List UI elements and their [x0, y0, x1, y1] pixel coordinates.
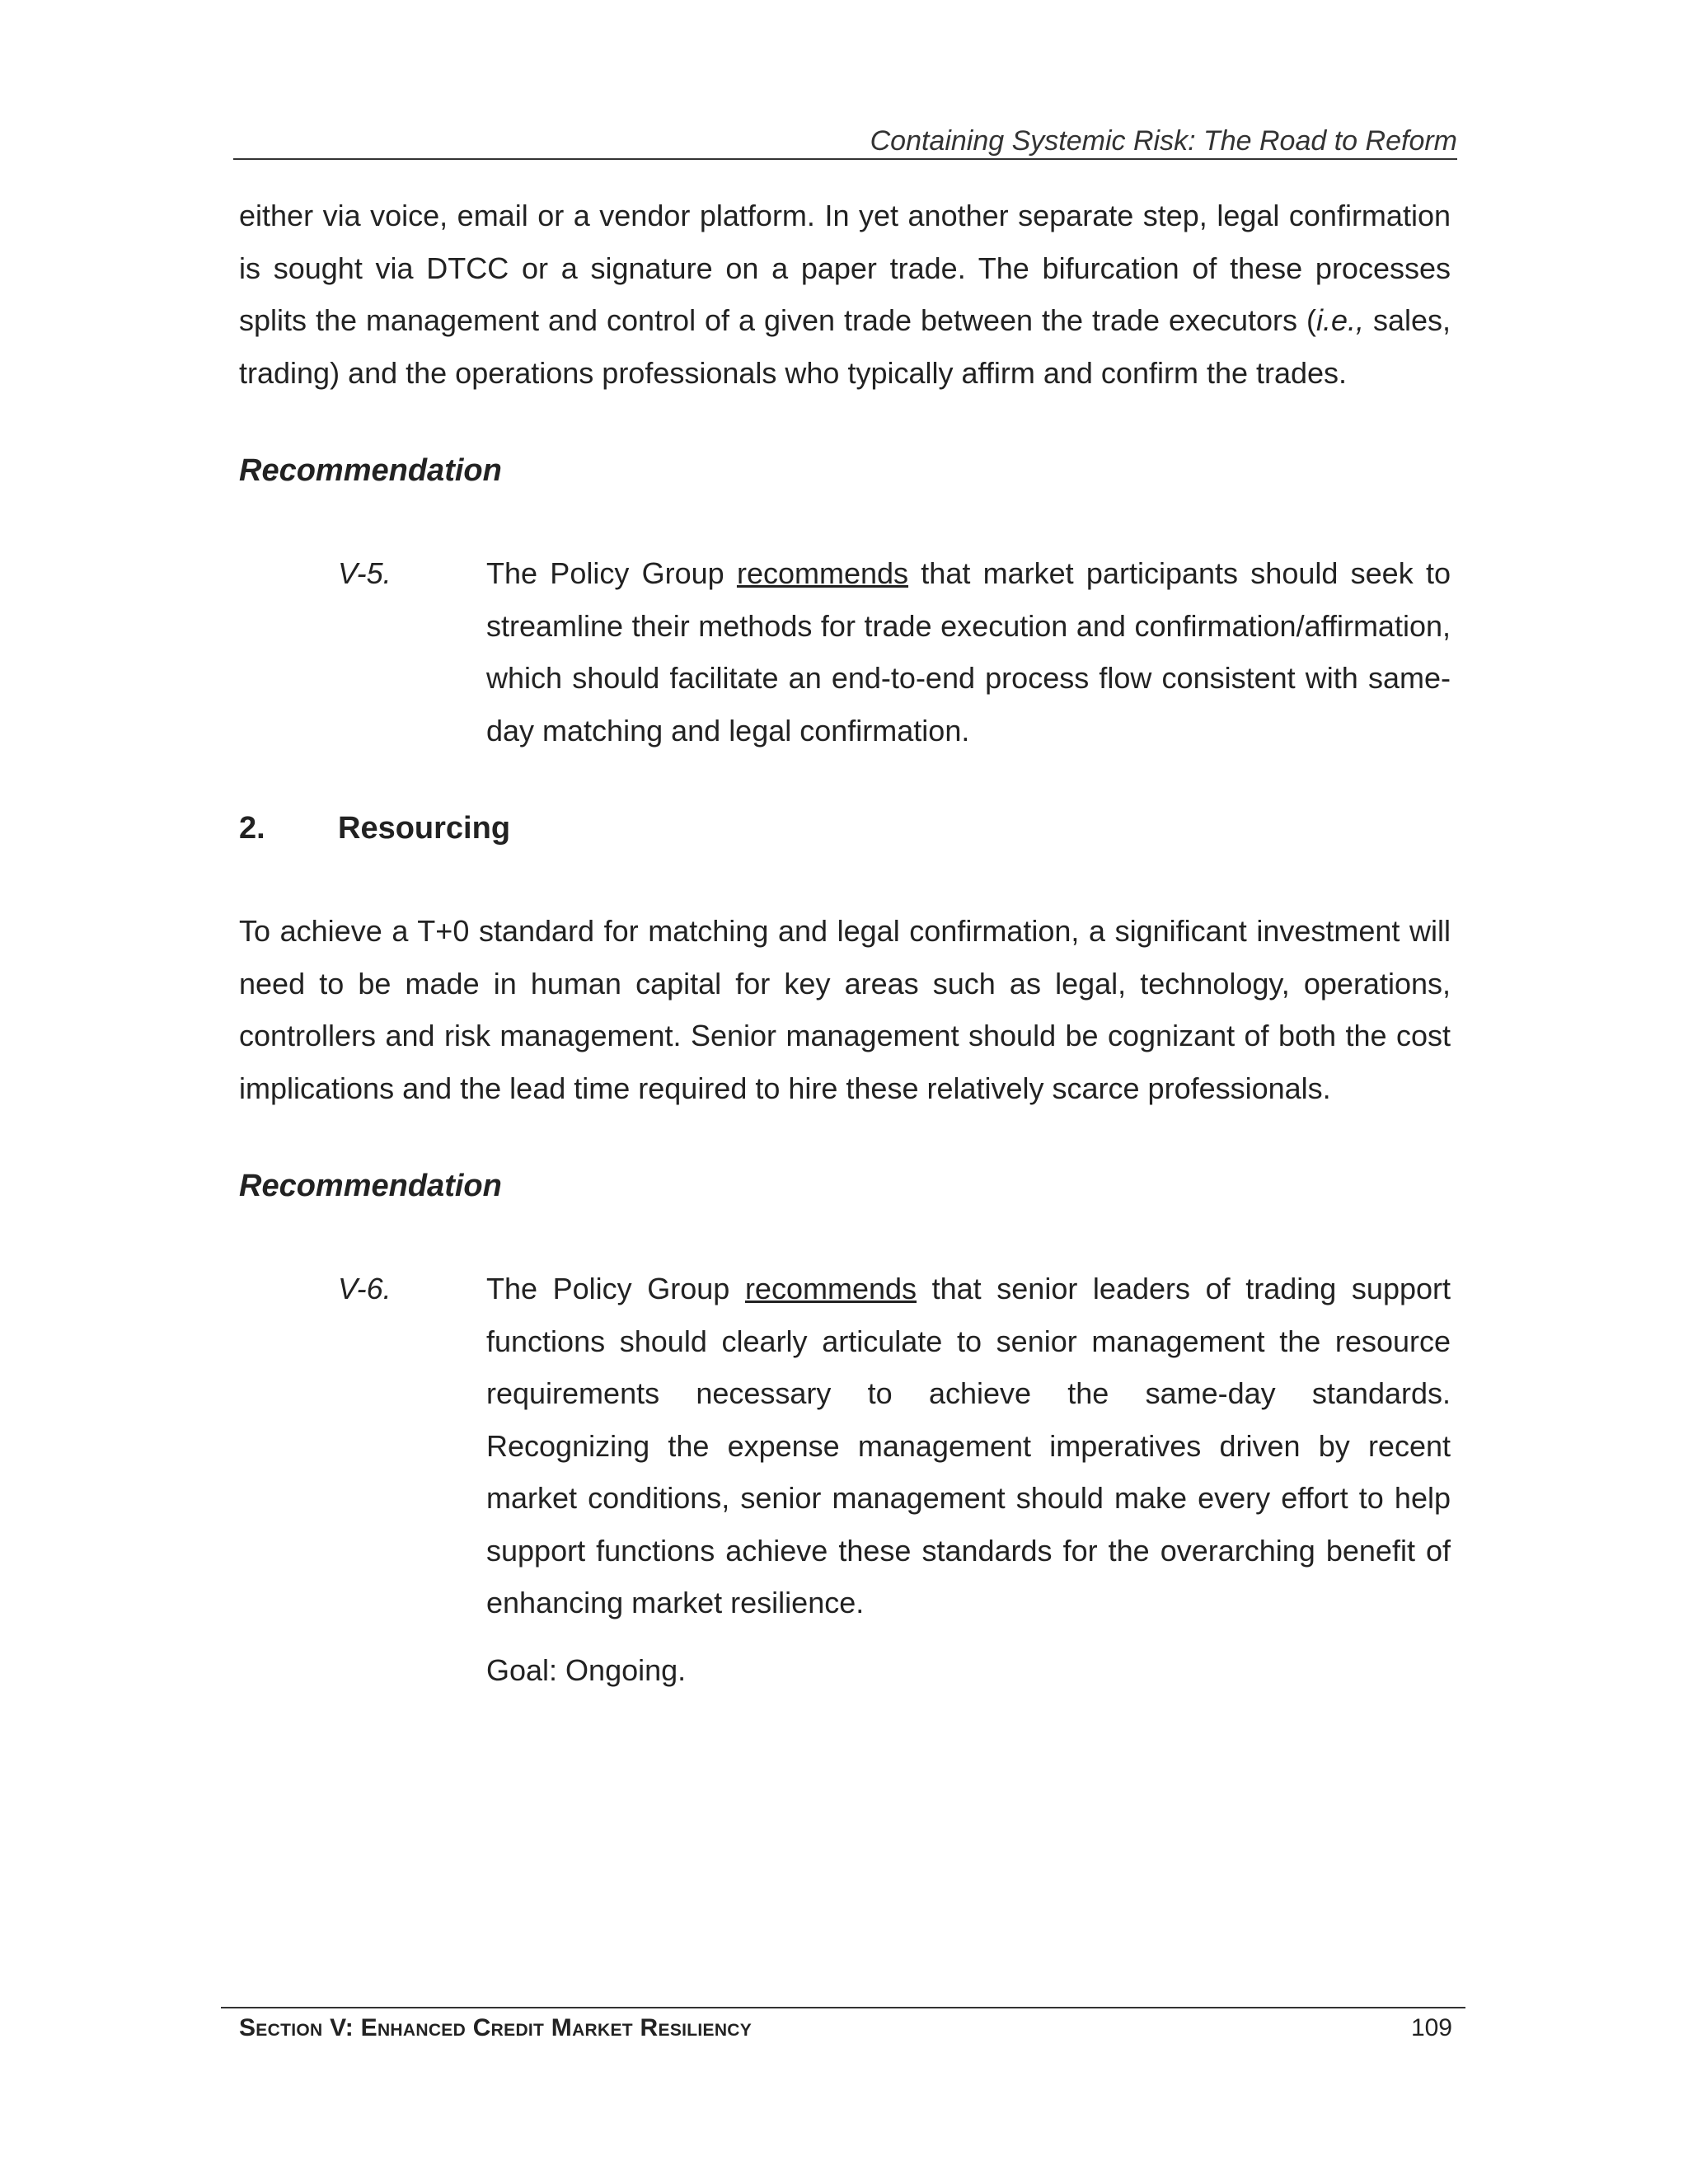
recommendation-rest-v6: that senior leaders of trading support functions should clearly articulate to senior management the resource requirements necessary to achieve the same-day standards. Recognizing the expense management imperatives driven by recent market conditions, senior management should make every effort to help support functions achieve these standards for the overarching benefit of enhancing market resilience.: [486, 1272, 1451, 1619]
recommendation-text-v6: [486, 1263, 1451, 1629]
recommendation-lead-v6: The Policy Group: [486, 1272, 745, 1305]
recommendation-heading-1: Recommendation: [239, 453, 502, 488]
recommendation-v6: [239, 1263, 1451, 1696]
page-number: 109: [1410, 2014, 1452, 2041]
running-header: Containing Systemic Risk: The Road to Reform: [233, 124, 1457, 160]
intro-paragraph: [239, 190, 1451, 399]
intro-text-part-2: sales, trading) and the operations professionals who typically affirm and confirm the trades.: [239, 303, 1451, 390]
recommendation-keyword-v5: recommends: [736, 556, 909, 590]
section-heading-resourcing: [239, 808, 1451, 849]
intro-text-part-1: either via voice, email or a vendor platform. In yet another separate step, legal confirmation is sought via DTCC or a signature on a paper trade. The bifurcation of these processes splits the management and control of a given trade between the trade executors (: [239, 199, 1451, 337]
recommendation-heading-2: Recommendation: [239, 1169, 502, 1203]
page-footer: [221, 2007, 1465, 2045]
recommendation-id-v6: V-6.: [338, 1272, 392, 1305]
section-title: Resourcing: [338, 811, 511, 846]
recommendation-keyword-v6: recommends: [744, 1272, 917, 1305]
resourcing-paragraph: To achieve a T+0 standard for matching and legal confirmation, a significant investment will need to be made in human capital for key areas such as legal, technology, operations, controllers and risk management. Senior management should be cognizant of both the cost implications and the lead time required to hire these relatively scarce professionals.: [239, 914, 1451, 1105]
recommendation-goal-v6: Goal: Ongoing.: [486, 1652, 687, 1687]
section-number: 2.: [239, 811, 265, 846]
intro-text-italic: i.e.,: [1315, 303, 1365, 337]
recommendation-text-v5: [486, 547, 1451, 757]
recommendation-lead-v5: The Policy Group: [486, 556, 737, 590]
page-content: [239, 190, 1451, 1696]
recommendation-v5: [239, 547, 1451, 757]
footer-section-label: Section V: Enhanced Credit Market Resiliency: [239, 2014, 753, 2041]
recommendation-rest-v5: that market participants should seek to streamline their methods for trade execution and confirmation/affirmation, which should facilitate an end-to-end process flow consistent with same-day matching and legal confirmation.: [486, 556, 1451, 748]
recommendation-id-v5: V-5.: [338, 556, 392, 590]
